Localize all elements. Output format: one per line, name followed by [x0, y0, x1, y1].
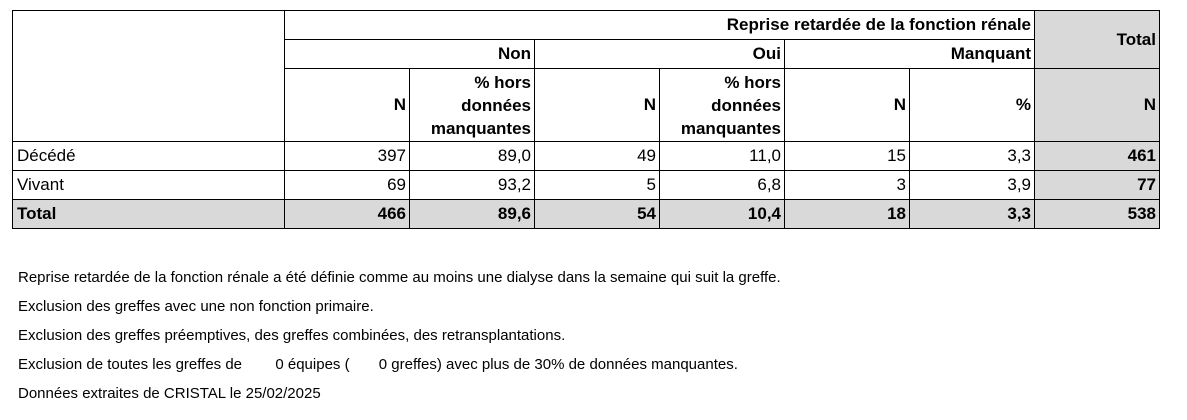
footnotes — [18, 263, 781, 408]
cell-value: 49 — [535, 142, 660, 171]
subgroup-header-manquant: Manquant — [785, 40, 1035, 69]
total-header: Total — [1035, 11, 1160, 69]
cell-total: 538 — [1035, 200, 1160, 229]
cell-value: 18 — [785, 200, 910, 229]
cell-value: 15 — [785, 142, 910, 171]
cell-value: 69 — [285, 171, 410, 200]
col-header-n-total: N — [1035, 69, 1160, 142]
cell-value: 3,3 — [910, 142, 1035, 171]
col-header-n-non: N — [285, 69, 410, 142]
table-row — [13, 142, 1160, 171]
footnote: Reprise retardée de la fonction rénale a été définie comme au moins une dialyse dans la semaine qui suit la greffe. — [18, 269, 781, 286]
footnote: Exclusion des greffes avec une non fonction primaire. — [18, 298, 374, 315]
subgroup-header-non: Non — [285, 40, 535, 69]
table-row — [13, 171, 1160, 200]
cell-value: 3,3 — [910, 200, 1035, 229]
cell-value: 6,8 — [660, 171, 785, 200]
cell-value: 5 — [535, 171, 660, 200]
cell-value: 11,0 — [660, 142, 785, 171]
col-header-pct-manquant: % — [910, 69, 1035, 142]
cell-total: 461 — [1035, 142, 1160, 171]
total-row — [13, 200, 1160, 229]
cell-value: 89,6 — [410, 200, 535, 229]
row-label: Vivant — [13, 171, 285, 200]
cell-value: 10,4 — [660, 200, 785, 229]
cell-value: 89,0 — [410, 142, 535, 171]
col-header-n-oui: N — [535, 69, 660, 142]
cell-value: 3,9 — [910, 171, 1035, 200]
cell-value: 3 — [785, 171, 910, 200]
footnote: Exclusion des greffes préemptives, des greffes combinées, des retransplantations. — [18, 327, 566, 344]
group-header: Reprise retardée de la fonction rénale — [285, 11, 1035, 40]
col-header-n-manquant: N — [785, 69, 910, 142]
cell-total: 77 — [1035, 171, 1160, 200]
footnote: Exclusion de toutes les greffes de 0 équipes ( 0 greffes) avec plus de 30% de données manquantes. — [18, 356, 738, 373]
total-row-label: Total — [13, 200, 285, 229]
footnote: Données extraites de CRISTAL le 25/02/2025 — [18, 385, 321, 402]
col-header-pct-oui: % hors données manquantes — [660, 69, 785, 142]
results-table — [12, 10, 1160, 229]
corner-cell — [13, 11, 285, 142]
cell-value: 93,2 — [410, 171, 535, 200]
col-header-pct-non: % hors données manquantes — [410, 69, 535, 142]
row-label: Décédé — [13, 142, 285, 171]
cell-value: 397 — [285, 142, 410, 171]
cell-value: 466 — [285, 200, 410, 229]
cell-value: 54 — [535, 200, 660, 229]
subgroup-header-oui: Oui — [535, 40, 785, 69]
